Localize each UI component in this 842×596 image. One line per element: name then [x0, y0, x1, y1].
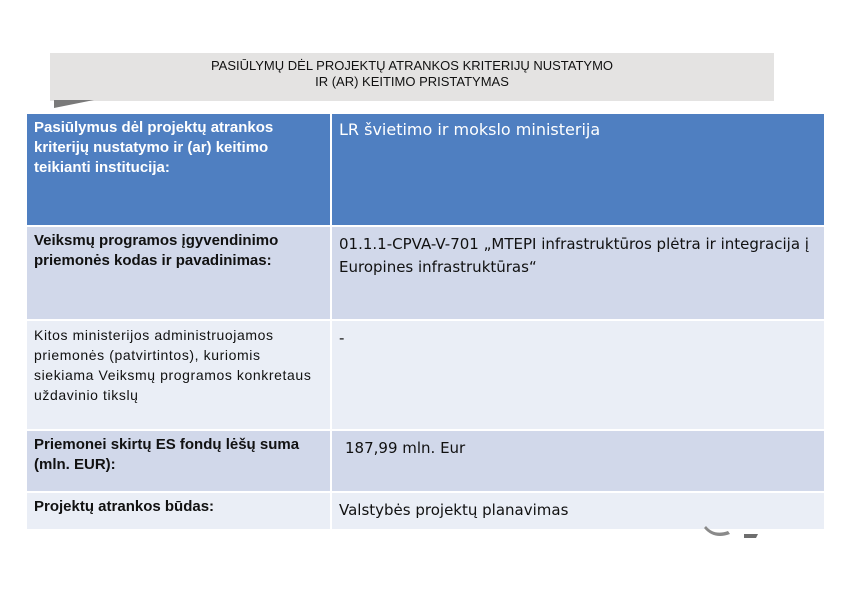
row-value: Valstybės projektų planavimas — [339, 501, 569, 519]
row-label: Pasiūlymus dėl projektų atrankos kriterijų nustatymo ir (ar) keitimo teikianti institucija: — [27, 114, 332, 225]
row-value: 01.1.1-CPVA-V-701 „MTEPI infrastruktūros plėtra ir integracija į Europines infrastruktūras“ — [339, 235, 809, 276]
corner-logo-fragment — [700, 522, 762, 538]
row-value: 187,99 mln. Eur — [345, 439, 466, 457]
banner-tail-decoration — [54, 100, 94, 108]
row-label: Projektų atrankos būdas: — [27, 493, 332, 529]
proposal-table — [27, 114, 824, 531]
slide-title-banner — [50, 53, 774, 101]
row-value: - — [339, 329, 345, 347]
table-row-funds-amount — [27, 431, 824, 493]
slide-title-line-2: IR (AR) KEITIMO PRISTATYMAS — [315, 74, 509, 89]
table-row-other-measures — [27, 321, 824, 431]
row-label: Veiksmų programos įgyvendinimo priemonės kodas ir pavadinimas: — [27, 227, 332, 319]
slide-title-line-1: PASIŪLYMŲ DĖL PROJEKTŲ ATRANKOS KRITERIJŲ NUSTATYMO — [210, 58, 614, 73]
row-value: LR švietimo ir mokslo ministerija — [339, 120, 601, 139]
table-row-measure-code — [27, 227, 824, 321]
row-label: Priemonei skirtų ES fondų lėšų suma (mln. EUR): — [27, 431, 332, 491]
table-row-institution — [27, 114, 824, 227]
row-label: Kitos ministerijos administruojamos priemonės (patvirtintos), kuriomis siekiama Veiksmų programos konkretaus uždavinio tikslų — [27, 321, 332, 429]
